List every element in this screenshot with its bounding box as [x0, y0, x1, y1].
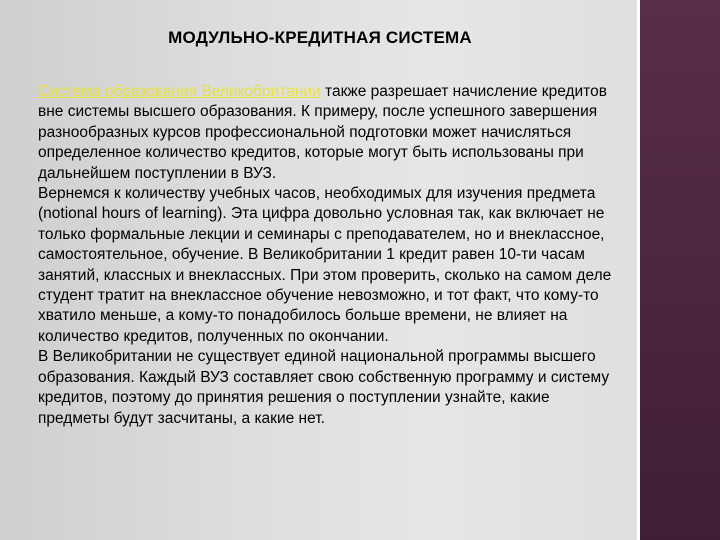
paragraph-2: Вернемся к количеству учебных часов, необходимых для изучения предмета (notional hours of learning). Эта цифра довольно условная так, как включает не только формальные лекции и семинары с преподавателем, но и внеклассное, самостоятельное, обучение. В Великобритании 1 кредит равен 10-ти часам занятий, классных и внеклассных. При этом проверить, сколько на самом деле студент тратит на внеклассное обучение невозможно, и тот факт, что кому-то хватило меньше, а кому-то понадобилось больше времени, не влияет на количество кредитов, полученных по окончании. — [38, 185, 612, 345]
paragraph-1 — [38, 82, 622, 184]
uk-education-link[interactable]: Система образования Великобритании — [38, 83, 321, 100]
slide-title: МОДУЛЬНО-КРЕДИТНАЯ СИСТЕМА — [168, 28, 472, 47]
paragraph-3: В Великобритании не существует единой национальной программы высшего образования. Каждый ВУЗ составляет свою собственную программу и систему кредитов, поэтому до принятия решения о поступлении узнайте, какие предметы будут засчитаны, а какие нет. — [38, 348, 610, 427]
side-decorative-band — [640, 0, 720, 540]
slide-body — [38, 82, 622, 429]
paragraph-1-text: также разрешает начисление кредитов вне системы высшего образования. К примеру, после успешного завершения разнообразных курсов профессиональной подготовки может начисляться определенное количество кредитов, которые могут быть использованы при дальнейшем поступлении в ВУЗ. — [38, 83, 607, 182]
